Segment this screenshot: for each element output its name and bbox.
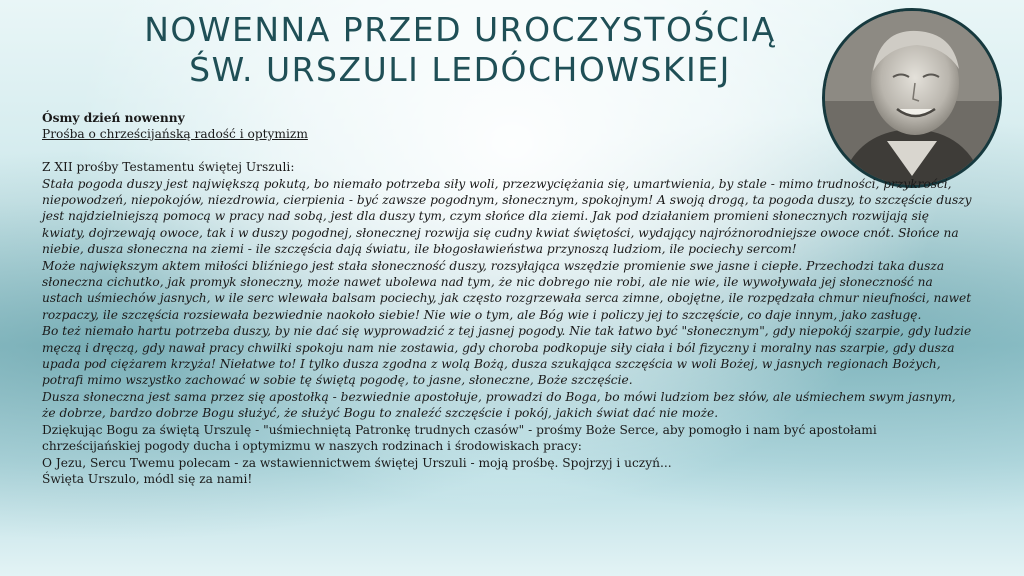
day-title: Ósmy dzień nowenny: [42, 111, 185, 125]
page-title: [110, 10, 810, 90]
title-line-2: ŚW. URSZULI LEDÓCHOWSKIEJ: [189, 50, 731, 89]
spacer: [42, 143, 972, 159]
closing-prayer-2: O Jezu, Sercu Twemu polecam - za wstawiennictwem świętej Urszuli - moją prośbę. Spojrzyj i uczyń...: [42, 455, 672, 470]
quote-paragraph-4: Dusza słoneczna jest sama przez się apostołką - bezwiednie apostołuje, prowadzi do Boga, bo mówi ludziom bez słów, ale uśmiechem swym jasnym, że dobrze, bardzo dobrze Bogu służyć, że służyć Bogu to znaleźć szczęście i pokój, jakich świat dać nie może.: [42, 389, 956, 421]
intro-line: Z XII prośby Testamentu świętej Urszuli:: [42, 160, 295, 175]
closing-invocation: Święta Urszulo, módl się za nami!: [42, 471, 253, 486]
quote-paragraph-2: Może największym aktem miłości bliźniego jest stała słoneczność duszy, rozsyłająca wszędzie promienie swe jasne i ciepłe. Przechodzi taka dusza słoneczna cichutko, jak promyk słoneczny, może nawet ubolewa nad tym, że nic dobrego nie robi, ale nie wie, ile wywoływała jej słoneczność na ustach uśmiechów jasnych, w ile serc wlewała balsam pociechy, jak często rozgrzewała serca zimne, obojętne, ile rozpędzała chmur nieufności, nawet rozpaczy, ile szczęścia rozsiewała bezwiednie naokoło siebie! Nie wie o tym, ale Bóg wie i policzy jej to szczęście, co daje innym, jako zasługę.: [42, 258, 972, 322]
quote-paragraph-3: Bo też niemało hartu potrzeba duszy, by nie dać się wyprowadzić z tej jasnej pogody. Nie tak łatwo być "słonecznym", gdy niepokój szarpie, gdy ludzie męczą i dręczą, gdy nawał pracy chwilki spokoju nam nie zostawia, gdy choroba podkopuje siły ciała i ból fizyczny i moralny nas szarpie, gdy dusza upada pod ciężarem krzyża! Niełatwe to! I tylko dusza zgodna z wolą Bożą, dusza szukająca szczęścia w woli Bożej, w jasnych regionach Bożych, potrafi mimo wszystko zachować w sobie tę świętą pogodę, to jasne, słoneczne, Boże szczęście.: [42, 324, 972, 388]
title-line-1: NOWENNA PRZED UROCZYSTOŚCIĄ: [144, 10, 776, 49]
quote-paragraph-1: Stała pogoda duszy jest największą pokutą, bo niemało potrzeba siły woli, przezwyciężania się, umartwienia, by stale - mimo trudności, przykrości, niepowodzeń, niepokojów, niezdrowia, cierpienia - być zawsze pogodnym, słonecznym, spokojnym! A swoją drogą, ta pogoda duszy, to szczęście duszy jest najdzielniejszą pomocą w pracy nad sobą, jest dla duszy tym, czym słońce dla ziemi. Jak pod działaniem promieni słonecznych rozwijają się kwiaty, dojrzewają owoce, tak i w duszy pogodnej, słonecznej rozwija się cudny kwiat świętości, wydający najróżnorodniejsze owoce cnót. Słońce na niebie, dusza słoneczna na ziemi - ile szczęścia dają światu, ile błogosławieństwa przynoszą ludziom, ile pociechy sercom!: [42, 176, 972, 257]
closing-prayer-1: Dziękując Bogu za świętą Urszulę - "uśmiechniętą Patronkę trudnych czasów" - prośmy Boże Serce, aby pomogło i nam być apostołami chrześcijańskiej pogody ducha i optymizmu w naszych rodzinach i środowiskach pracy:: [42, 422, 877, 454]
prayer-subtitle: Prośba o chrześcijańską radość i optymizm: [42, 127, 308, 142]
novena-text: [42, 110, 972, 487]
